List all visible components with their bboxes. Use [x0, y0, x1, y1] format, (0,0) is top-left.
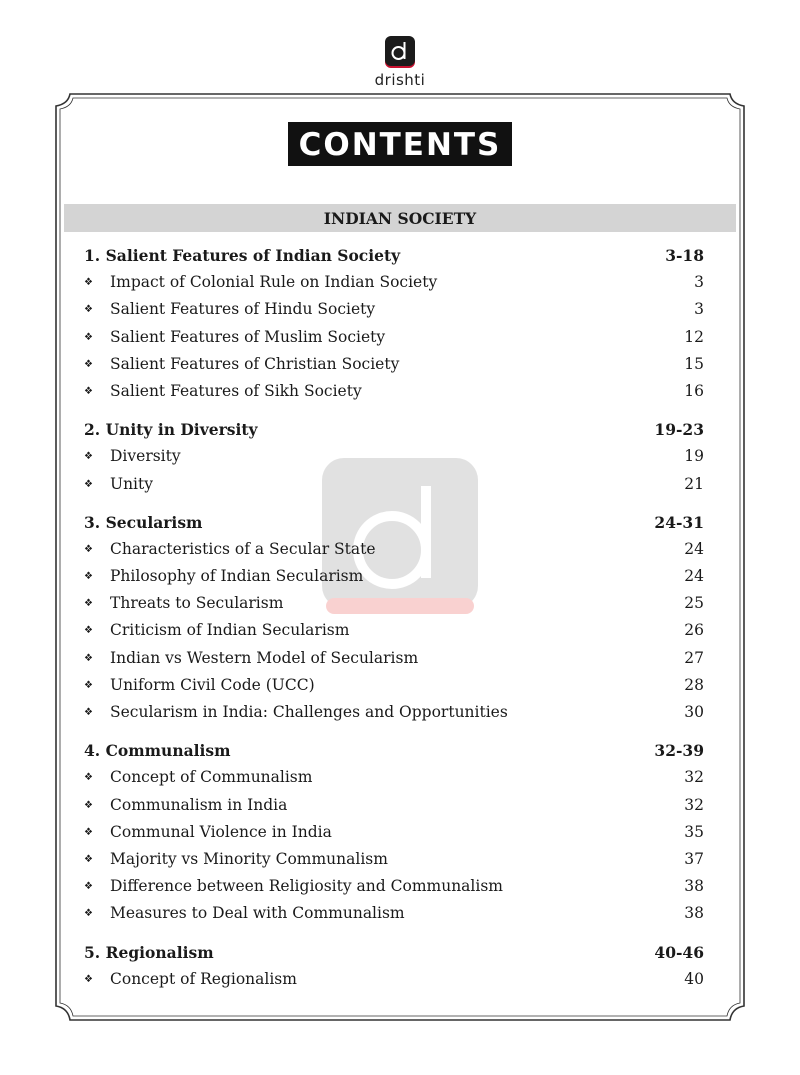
topic-page-number: 32 [684, 795, 704, 814]
topic-page-number: 37 [684, 849, 704, 868]
topic-item[interactable] [84, 645, 704, 672]
topic-item[interactable] [84, 617, 704, 644]
topic-title: Criticism of Indian Secularism [110, 621, 350, 640]
topic-item[interactable] [84, 471, 704, 498]
topic-page-number: 12 [684, 327, 704, 346]
chapter-page-range: 24-31 [654, 512, 704, 532]
topic-title: Difference between Religiosity and Communalism [110, 877, 503, 896]
topic-item[interactable] [84, 378, 704, 405]
topic-page-number: 30 [684, 703, 704, 721]
chapter-heading[interactable] [84, 939, 704, 966]
chapter-heading[interactable] [84, 737, 704, 764]
topic-page-number: 38 [684, 877, 704, 896]
table-of-contents [84, 242, 704, 1004]
diamond-bullet-icon: ❖ [84, 304, 93, 316]
diamond-bullet-icon: ❖ [84, 625, 93, 637]
topic-title: Communalism in India [110, 795, 288, 814]
topic-item[interactable] [84, 269, 704, 296]
topic-item[interactable] [84, 819, 704, 846]
chapter [84, 737, 704, 927]
topic-title: Concept of Communalism [110, 768, 313, 787]
diamond-bullet-icon: ❖ [84, 853, 93, 865]
topic-item[interactable] [84, 443, 704, 470]
chapter-page-range: 40-46 [654, 942, 704, 962]
topic-page-number: 24 [684, 539, 704, 558]
diamond-bullet-icon: ❖ [84, 331, 93, 343]
topic-title: Threats to Secularism [110, 594, 284, 613]
topic-page-number: 15 [684, 354, 704, 373]
chapter-page-range: 32-39 [654, 741, 704, 761]
topic-title: Secularism in India: Challenges and Opportunities [110, 703, 508, 721]
topic-title: Salient Features of Sikh Society [110, 381, 362, 400]
topic-title: Diversity [110, 447, 181, 466]
topic-title: Communal Violence in India [110, 822, 332, 841]
diamond-bullet-icon: ❖ [84, 451, 93, 463]
diamond-bullet-icon: ❖ [84, 908, 93, 920]
topic-item[interactable] [84, 900, 704, 927]
topic-title: Characteristics of a Secular State [110, 539, 376, 558]
diamond-bullet-icon: ❖ [84, 598, 93, 610]
topic-page-number: 27 [684, 648, 704, 667]
chapter [84, 242, 704, 405]
diamond-bullet-icon: ❖ [84, 973, 93, 985]
chapter-title: 1. Salient Features of Indian Society [84, 246, 401, 265]
topic-item[interactable] [84, 672, 704, 699]
topic-page-number: 24 [684, 567, 704, 586]
chapter-heading[interactable] [84, 509, 704, 536]
topic-page-number: 32 [684, 768, 704, 787]
topic-item[interactable] [84, 792, 704, 819]
diamond-bullet-icon: ❖ [84, 707, 93, 718]
topic-item[interactable] [84, 590, 704, 617]
topic-page-number: 25 [684, 594, 704, 613]
topic-item[interactable] [84, 296, 704, 323]
topic-page-number: 3 [694, 273, 704, 292]
diamond-bullet-icon: ❖ [84, 799, 93, 811]
topic-page-number: 38 [684, 904, 704, 923]
diamond-bullet-icon: ❖ [84, 652, 93, 664]
topic-title: Concept of Regionalism [110, 969, 297, 988]
topic-item[interactable] [84, 563, 704, 590]
topic-title: Salient Features of Hindu Society [110, 300, 376, 319]
chapter [84, 416, 704, 498]
topic-page-number: 28 [684, 675, 704, 694]
diamond-bullet-icon: ❖ [84, 881, 93, 893]
diamond-bullet-icon: ❖ [84, 826, 93, 838]
topic-page-number: 26 [684, 621, 704, 640]
topic-title: Measures to Deal with Communalism [110, 904, 405, 923]
topic-item[interactable] [84, 324, 704, 351]
diamond-bullet-icon: ❖ [84, 478, 93, 490]
topic-page-number: 21 [684, 474, 704, 493]
diamond-bullet-icon: ❖ [84, 277, 93, 289]
topic-item[interactable] [84, 699, 704, 726]
diamond-bullet-icon: ❖ [84, 571, 93, 583]
topic-title: Philosophy of Indian Secularism [110, 567, 364, 586]
topic-page-number: 16 [684, 381, 704, 400]
topic-title: Indian vs Western Model of Secularism [110, 648, 419, 667]
diamond-bullet-icon: ❖ [84, 385, 93, 397]
chapter-heading[interactable] [84, 416, 704, 443]
topic-item[interactable] [84, 764, 704, 791]
chapter-title: 2. Unity in Diversity [84, 420, 258, 440]
topic-item[interactable] [84, 846, 704, 873]
page-title: CONTENTS [288, 122, 512, 166]
topic-page-number: 40 [684, 969, 704, 988]
chapter [84, 939, 704, 993]
topic-title: Majority vs Minority Communalism [110, 849, 388, 868]
topic-title: Uniform Civil Code (UCC) [110, 675, 315, 694]
chapter-title: 4. Communalism [84, 741, 231, 761]
diamond-bullet-icon: ❖ [84, 772, 93, 784]
chapter [84, 509, 704, 727]
topic-title: Unity [110, 474, 153, 493]
chapter-title: 3. Secularism [84, 512, 203, 532]
topic-title: Salient Features of Christian Society [110, 354, 400, 373]
diamond-bullet-icon: ❖ [84, 358, 93, 370]
chapter-heading[interactable] [84, 242, 704, 269]
topic-item[interactable] [84, 873, 704, 900]
topic-title: Impact of Colonial Rule on Indian Society [110, 273, 438, 292]
topic-item[interactable] [84, 536, 704, 563]
topic-item[interactable] [84, 966, 704, 993]
topic-page-number: 3 [694, 300, 704, 319]
topic-page-number: 19 [684, 447, 704, 466]
chapter-title: 5. Regionalism [84, 942, 214, 962]
topic-page-number: 35 [684, 822, 704, 841]
section-header: INDIAN SOCIETY [64, 204, 736, 232]
topic-title: Salient Features of Muslim Society [110, 327, 386, 346]
brand-name: drishti [374, 71, 426, 89]
chapter-page-range: 3-18 [665, 246, 704, 265]
diamond-bullet-icon: ❖ [84, 679, 93, 691]
chapter-page-range: 19-23 [654, 420, 704, 440]
diamond-bullet-icon: ❖ [84, 543, 93, 555]
topic-item[interactable] [84, 351, 704, 378]
